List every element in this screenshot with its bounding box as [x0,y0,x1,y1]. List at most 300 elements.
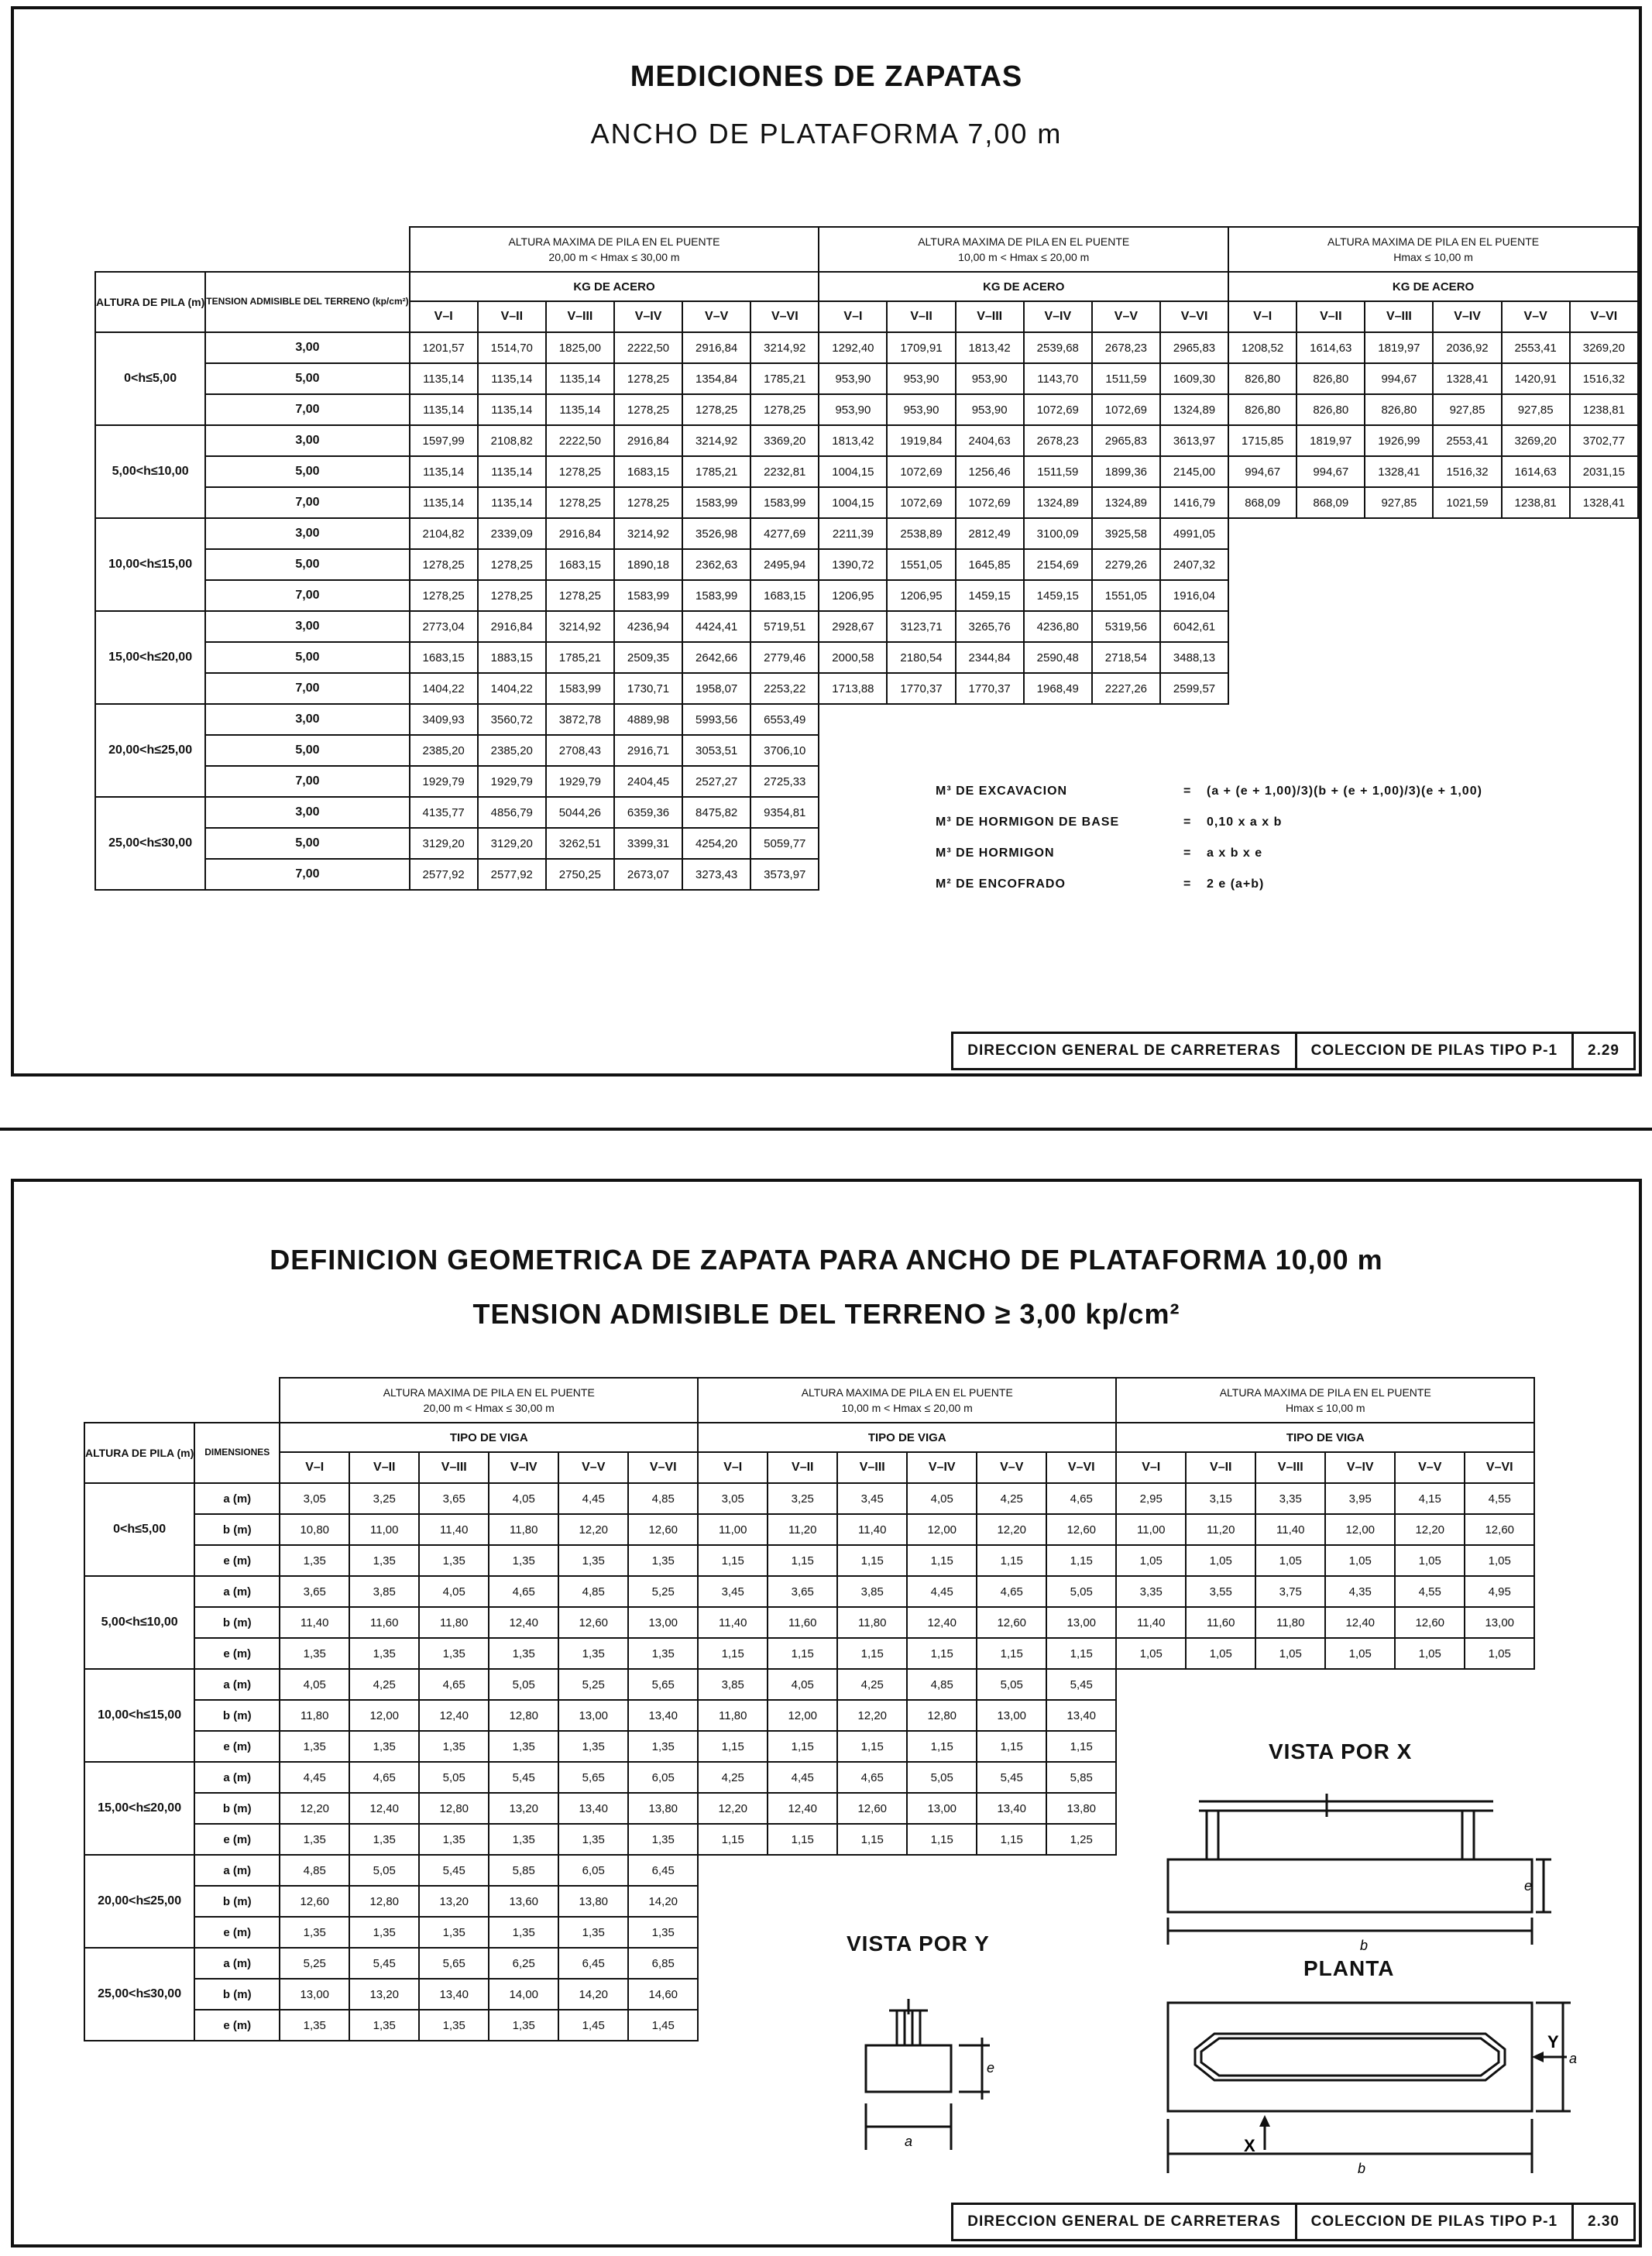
value-cell: 1,35 [419,2010,489,2041]
value-cell: 1968,49 [1024,673,1092,704]
value-cell: 2577,92 [410,859,478,890]
empty-cell [1502,642,1570,673]
empty-cell [1570,797,1638,828]
empty-cell [819,828,887,859]
value-cell: 3,35 [1116,1576,1186,1607]
second-cell: a (m) [194,1576,280,1607]
empty-cell [1046,1948,1116,1979]
group-subheader: TIPO DE VIGA [280,1423,698,1452]
group-header [819,227,1228,272]
value-cell: 4,05 [489,1483,558,1514]
value-cell: 2232,81 [750,456,819,487]
value-cell: 1,35 [419,1545,489,1576]
column-header: V–V [977,1452,1046,1483]
value-cell: 12,60 [837,1793,907,1824]
empty-cell [1433,518,1501,549]
value-cell: 2104,82 [410,518,478,549]
empty-cell [1395,1762,1465,1793]
table-row [84,1607,1534,1638]
value-cell: 3925,58 [1092,518,1160,549]
value-cell: 3706,10 [750,735,819,766]
column-header: V–V [558,1452,628,1483]
empty-cell [1395,1700,1465,1731]
value-cell: 1135,14 [478,487,546,518]
value-cell: 2222,50 [614,332,682,363]
planta-a-label: a [1569,2051,1578,2066]
value-cell: 12,60 [628,1514,698,1545]
value-cell: 1583,99 [614,580,682,611]
empty-cell [1255,1824,1325,1855]
empty-cell [1570,642,1638,673]
value-cell: 11,80 [280,1700,349,1731]
column-header: V–VI [1465,1452,1534,1483]
value-cell: 6553,49 [750,704,819,735]
value-cell: 13,40 [628,1700,698,1731]
second-cell: a (m) [194,1669,280,1700]
value-cell: 953,90 [819,363,887,394]
value-cell: 12,80 [907,1700,977,1731]
second-cell: 7,00 [205,766,409,797]
value-cell: 2385,20 [410,735,478,766]
empty-cell [1570,518,1638,549]
empty-cell [1325,1886,1395,1917]
value-cell: 3702,77 [1570,425,1638,456]
second-cell: a (m) [194,1855,280,1886]
value-cell: 4254,20 [682,828,750,859]
formula-expression: (a + (e + 1,00)/3)(b + (e + 1,00)/3)(e + 1,00) [1207,785,1482,798]
value-cell: 1,05 [1186,1638,1255,1669]
value-cell: 2539,68 [1024,332,1092,363]
column-header: V–I [1116,1452,1186,1483]
value-cell: 4,65 [349,1762,419,1793]
column-header: V–VI [1160,301,1228,332]
value-cell: 1328,41 [1365,456,1433,487]
value-cell: 6,45 [558,1948,628,1979]
altura-cell: 5,00<h≤10,00 [84,1576,194,1669]
value-cell: 4,55 [1395,1576,1465,1607]
value-cell: 4,05 [280,1669,349,1700]
value-cell: 1713,88 [819,673,887,704]
value-cell: 1,05 [1465,1545,1534,1576]
empty-cell [837,1979,907,2010]
value-cell: 868,09 [1228,487,1297,518]
column-header: V–II [1297,301,1365,332]
empty-cell [819,797,887,828]
value-cell: 13,00 [280,1979,349,2010]
value-cell: 13,40 [419,1979,489,2010]
formula-equals: = [1183,816,1192,829]
value-cell: 826,80 [1228,363,1297,394]
value-cell: 4,85 [280,1855,349,1886]
value-cell: 5,25 [558,1669,628,1700]
value-cell: 2577,92 [478,859,546,890]
value-cell: 1683,15 [750,580,819,611]
value-cell: 1511,59 [1024,456,1092,487]
empty-cell [887,704,955,735]
value-cell: 1,35 [280,1824,349,1855]
value-cell: 1004,15 [819,456,887,487]
value-cell: 10,80 [280,1514,349,1545]
table-row [84,1917,1534,1948]
value-cell: 13,00 [977,1700,1046,1731]
value-cell: 4,25 [977,1483,1046,1514]
empty-cell [1433,735,1501,766]
value-cell: 2527,27 [682,766,750,797]
altura-cell: 5,00<h≤10,00 [95,425,205,518]
value-cell: 3,25 [768,1483,837,1514]
empty-cell [1325,1700,1395,1731]
formulas-block [936,776,1482,900]
value-cell: 1,35 [558,1731,628,1762]
value-cell: 826,80 [1297,363,1365,394]
value-cell: 13,40 [977,1793,1046,1824]
empty-cell [1365,518,1433,549]
value-cell: 2718,54 [1092,642,1160,673]
value-cell: 1516,32 [1570,363,1638,394]
empty-cell [1255,1855,1325,1886]
value-cell: 4,65 [977,1576,1046,1607]
value-cell: 1072,69 [887,487,955,518]
value-cell: 12,60 [280,1886,349,1917]
value-cell: 953,90 [887,363,955,394]
value-cell: 5,45 [419,1855,489,1886]
value-cell: 13,00 [558,1700,628,1731]
value-cell: 2916,84 [546,518,614,549]
empty-cell [1024,735,1092,766]
value-cell: 5059,77 [750,828,819,859]
empty-cell [1228,673,1297,704]
value-cell: 11,80 [698,1700,768,1731]
value-cell: 1278,25 [750,394,819,425]
vista-y-e-label: e [987,2060,995,2076]
value-cell: 13,00 [1465,1607,1534,1638]
value-cell: 12,40 [349,1793,419,1824]
column-header: V–III [837,1452,907,1483]
value-cell: 1,05 [1255,1638,1325,1669]
value-cell: 2590,48 [1024,642,1092,673]
value-cell: 2000,58 [819,642,887,673]
table-row [95,487,1638,518]
value-cell: 4236,80 [1024,611,1092,642]
empty-cell [1092,735,1160,766]
table-row [95,332,1638,363]
value-cell: 1813,42 [819,425,887,456]
group-header [410,227,819,272]
empty-cell [1255,1731,1325,1762]
empty-cell [977,1855,1046,1886]
value-cell: 1278,25 [478,549,546,580]
table-row [84,1824,1534,1855]
value-cell: 1958,07 [682,673,750,704]
value-cell: 953,90 [819,394,887,425]
value-cell: 1597,99 [410,425,478,456]
value-cell: 3129,20 [478,828,546,859]
empty-cell [1186,1793,1255,1824]
value-cell: 8475,82 [682,797,750,828]
second-header: TENSION ADMISIBLE DEL TERRENO (kp/cm²) [205,272,409,332]
value-cell: 1899,36 [1092,456,1160,487]
value-cell: 868,09 [1297,487,1365,518]
footer-sheet-number: 2.29 [1588,1042,1619,1059]
value-cell: 1,35 [419,1917,489,1948]
empty-cell [1255,1917,1325,1948]
value-cell: 13,40 [1046,1700,1116,1731]
value-cell: 3,85 [349,1576,419,1607]
value-cell: 1785,21 [750,363,819,394]
value-cell: 12,20 [977,1514,1046,1545]
dim-b-label: b [1360,1938,1369,1953]
value-cell: 5,25 [628,1576,698,1607]
value-cell: 1328,41 [1433,363,1501,394]
empty-cell [819,704,887,735]
value-cell: 12,20 [837,1700,907,1731]
value-cell: 3265,76 [956,611,1024,642]
value-cell: 2344,84 [956,642,1024,673]
empty-cell [1433,611,1501,642]
empty-cell [698,1855,768,1886]
value-cell: 1,35 [280,2010,349,2041]
group-subheader: KG DE ACERO [410,272,819,301]
value-cell: 4,85 [907,1669,977,1700]
value-cell: 11,00 [1116,1514,1186,1545]
value-cell: 2,95 [1116,1483,1186,1514]
empty-cell [1502,518,1570,549]
empty-cell [698,1948,768,1979]
value-cell: 5719,51 [750,611,819,642]
value-cell: 3,65 [419,1483,489,1514]
table-row [95,704,1638,735]
value-cell: 2642,66 [682,642,750,673]
empty-cell [1116,1824,1186,1855]
value-cell: 1919,84 [887,425,955,456]
value-cell: 1135,14 [410,456,478,487]
empty-cell [1255,1700,1325,1731]
value-cell: 1,35 [489,1731,558,1762]
value-cell: 2965,83 [1160,332,1228,363]
value-cell: 1206,95 [887,580,955,611]
value-cell: 1,35 [628,1824,698,1855]
value-cell: 2339,09 [478,518,546,549]
value-cell: 2916,84 [682,332,750,363]
value-cell: 1,05 [1116,1545,1186,1576]
empty-cell [1092,704,1160,735]
altura-cell: 20,00<h≤25,00 [84,1855,194,1948]
second-cell: 3,00 [205,611,409,642]
column-header: V–VI [1570,301,1638,332]
empty-cell [837,1948,907,1979]
value-cell: 1,15 [907,1638,977,1669]
value-cell: 2036,92 [1433,332,1501,363]
value-cell: 1459,15 [956,580,1024,611]
empty-cell [1046,1917,1116,1948]
empty-cell [1365,580,1433,611]
value-cell: 1238,81 [1502,487,1570,518]
value-cell: 11,20 [1186,1514,1255,1545]
column-header: V–I [410,301,478,332]
empty-cell [768,1886,837,1917]
value-cell: 6042,61 [1160,611,1228,642]
value-cell: 1683,15 [410,642,478,673]
value-cell: 12,60 [1465,1514,1534,1545]
empty-cell [1502,735,1570,766]
empty-cell [977,1948,1046,1979]
empty-cell [837,1886,907,1917]
empty-cell [1395,1669,1465,1700]
formula-label: M² DE ENCOFRADO [936,877,1066,891]
value-cell: 1926,99 [1365,425,1433,456]
value-cell: 12,00 [349,1700,419,1731]
value-cell: 6,25 [489,1948,558,1979]
value-cell: 4,65 [1046,1483,1116,1514]
value-cell: 1709,91 [887,332,955,363]
value-cell: 1,35 [558,1638,628,1669]
value-cell: 1614,63 [1297,332,1365,363]
value-cell: 6,85 [628,1948,698,1979]
value-cell: 12,60 [1046,1514,1116,1545]
corner-blank [84,1378,280,1423]
value-cell: 13,80 [1046,1793,1116,1824]
value-cell: 1,15 [1046,1731,1116,1762]
empty-cell [1502,859,1570,890]
value-cell: 927,85 [1502,394,1570,425]
value-cell: 1,15 [837,1731,907,1762]
group-range: 10,00 m < Hmax ≤ 20,00 m [958,251,1090,263]
empty-cell [1502,549,1570,580]
value-cell: 4,85 [558,1576,628,1607]
empty-cell [1365,673,1433,704]
value-cell: 826,80 [1365,394,1433,425]
empty-cell [819,859,887,890]
table-row [84,1855,1534,1886]
value-cell: 2495,94 [750,549,819,580]
value-cell: 12,20 [1395,1514,1465,1545]
group-range: 20,00 m < Hmax ≤ 30,00 m [423,1402,555,1414]
empty-cell [698,1886,768,1917]
value-cell: 4,65 [489,1576,558,1607]
formula-expression: a x b x e [1207,846,1263,860]
value-cell: 1135,14 [478,363,546,394]
empty-cell [1228,611,1297,642]
empty-cell [1570,735,1638,766]
value-cell: 11,80 [1255,1607,1325,1638]
value-cell: 12,00 [907,1514,977,1545]
value-cell: 826,80 [1297,394,1365,425]
value-cell: 1324,89 [1024,487,1092,518]
column-header: V–III [419,1452,489,1483]
value-cell: 3214,92 [546,611,614,642]
value-cell: 4,45 [768,1762,837,1793]
empty-cell [1255,1793,1325,1824]
value-cell: 1514,70 [478,332,546,363]
value-cell: 1404,22 [478,673,546,704]
value-cell: 2108,82 [478,425,546,456]
empty-cell [819,735,887,766]
empty-cell [1395,1824,1465,1855]
value-cell: 1645,85 [956,549,1024,580]
value-cell: 13,40 [558,1793,628,1824]
value-cell: 14,20 [628,1886,698,1917]
value-cell: 2154,69 [1024,549,1092,580]
dimensiones-table [84,1377,1535,2041]
axis-y-label: Y [1547,2032,1559,2052]
value-cell: 2678,23 [1024,425,1092,456]
second-cell: b (m) [194,1514,280,1545]
table-row [84,1793,1534,1824]
value-cell: 826,80 [1228,394,1297,425]
group-header [1228,227,1638,272]
second-cell: b (m) [194,1607,280,1638]
value-cell: 12,40 [489,1607,558,1638]
value-cell: 953,90 [887,394,955,425]
empty-cell [907,1886,977,1917]
column-header: V–II [478,301,546,332]
group-header [698,1378,1116,1423]
empty-cell [977,1886,1046,1917]
value-cell: 14,20 [558,1979,628,2010]
group-range: Hmax ≤ 10,00 m [1285,1402,1365,1414]
value-cell: 1,15 [768,1731,837,1762]
second-cell: 5,00 [205,549,409,580]
value-cell: 1730,71 [614,673,682,704]
empty-cell [1297,735,1365,766]
value-cell: 1072,69 [1092,394,1160,425]
value-cell: 12,60 [1395,1607,1465,1638]
value-cell: 1,35 [280,1731,349,1762]
table-row [95,456,1638,487]
value-cell: 1256,46 [956,456,1024,487]
empty-cell [1465,1700,1534,1731]
empty-cell [1433,673,1501,704]
value-cell: 11,00 [698,1514,768,1545]
group-label: ALTURA MAXIMA DE PILA EN EL PUENTE [383,1386,595,1399]
column-header: V–I [698,1452,768,1483]
empty-cell [1502,611,1570,642]
value-cell: 4,65 [837,1762,907,1793]
table-row [84,1886,1534,1917]
value-cell: 11,40 [837,1514,907,1545]
value-cell: 1583,99 [750,487,819,518]
empty-cell [1465,1669,1534,1700]
column-header: V–IV [1325,1452,1395,1483]
value-cell: 1,35 [558,1917,628,1948]
empty-cell [1570,859,1638,890]
empty-cell [1186,1762,1255,1793]
empty-cell [1186,1886,1255,1917]
second-cell: 3,00 [205,425,409,456]
empty-cell [1433,642,1501,673]
column-header: V–III [546,301,614,332]
value-cell: 1278,25 [546,580,614,611]
empty-cell [1325,1669,1395,1700]
value-cell: 1516,32 [1433,456,1501,487]
value-cell: 1,05 [1465,1638,1534,1669]
table-row [84,1731,1534,1762]
value-cell: 1,35 [349,1638,419,1669]
sheet1-footer [951,1032,1636,1070]
value-cell: 1583,99 [682,580,750,611]
vista-x-label: VISTA POR X [1269,1739,1413,1763]
table-row [95,673,1638,704]
value-cell: 1,35 [489,1824,558,1855]
value-cell: 3399,31 [614,828,682,859]
column-header: V–VI [750,301,819,332]
empty-cell [1255,1886,1325,1917]
empty-cell [1365,611,1433,642]
value-cell: 3488,13 [1160,642,1228,673]
value-cell: 3,35 [1255,1483,1325,1514]
value-cell: 5,65 [628,1669,698,1700]
value-cell: 1072,69 [956,487,1024,518]
